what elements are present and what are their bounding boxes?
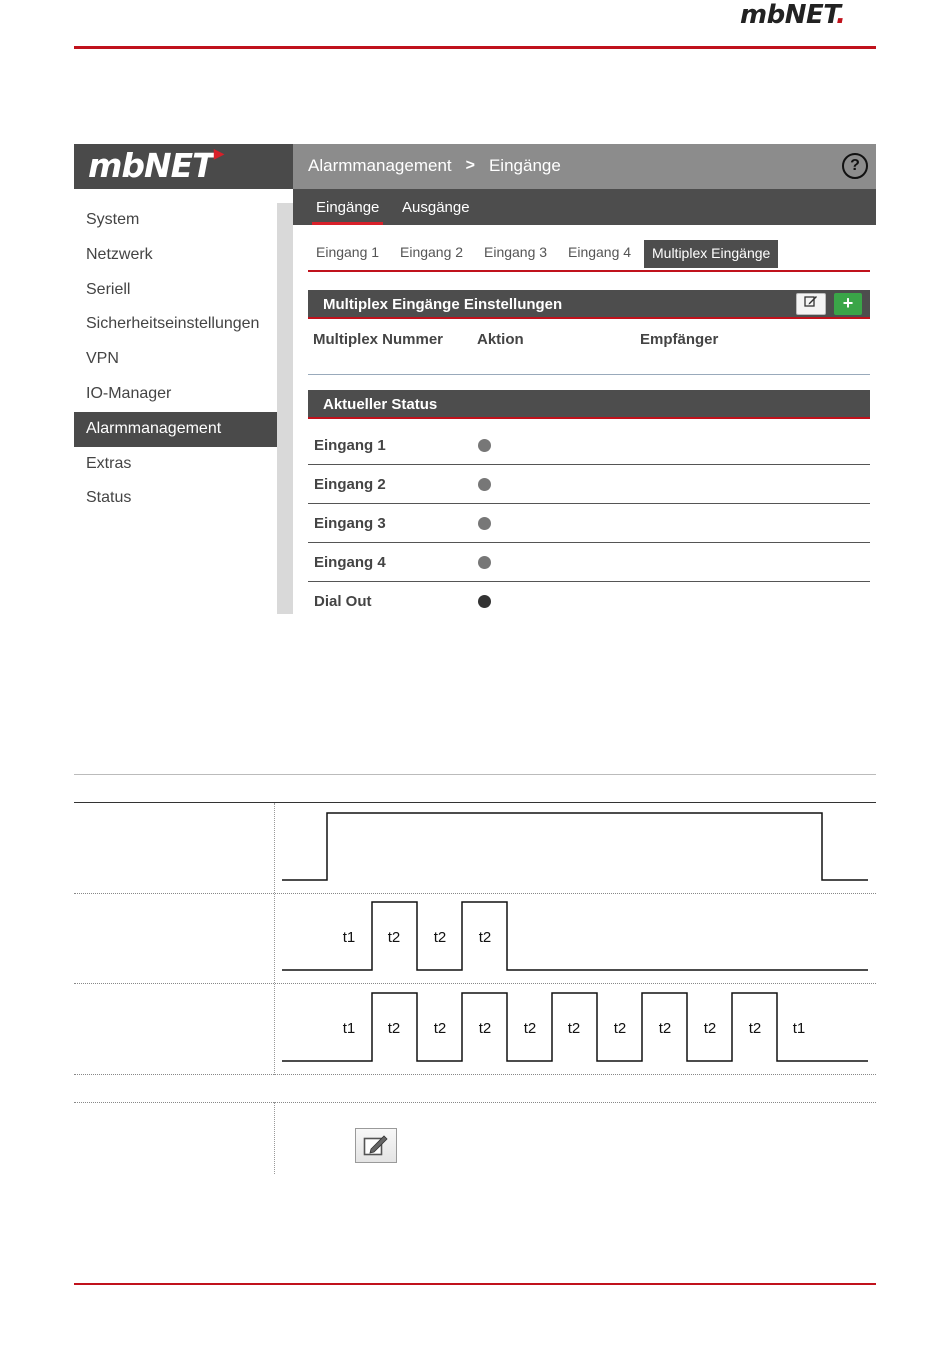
timing-label: t1 (792, 1020, 806, 1037)
timing-label: t2 (478, 929, 492, 946)
status-label: Eingang 2 (314, 476, 386, 493)
status-label: Eingang 1 (314, 437, 386, 454)
column-header-empfaenger: Empfänger (640, 331, 719, 348)
help-icon[interactable]: ? (842, 153, 868, 179)
subtab-eingang-1[interactable]: Eingang 1 (316, 244, 380, 260)
timing-label: t2 (748, 1020, 762, 1037)
table-top-border (74, 774, 876, 775)
timing-label: t2 (433, 929, 447, 946)
edit-icon (363, 1134, 389, 1158)
timing-label: t1 (342, 929, 356, 946)
table-row-divider (74, 1074, 876, 1075)
sidebar-item-seriell[interactable]: Seriell (86, 280, 131, 298)
status-row (308, 426, 870, 465)
tab-bar (293, 189, 876, 225)
section-title: Aktueller Status (323, 396, 438, 413)
multiplex-section-header (308, 290, 870, 319)
page-logo: mbNET. (740, 0, 846, 30)
status-label: Eingang 3 (314, 515, 386, 532)
sidebar-item-vpn[interactable]: VPN (86, 350, 119, 368)
subtab-eingang-2[interactable]: Eingang 2 (400, 244, 464, 260)
status-led (478, 439, 491, 452)
status-led (478, 478, 491, 491)
table-row-divider (74, 1102, 876, 1103)
status-row (308, 465, 870, 504)
sidebar-item-io-manager[interactable]: IO-Manager (86, 384, 172, 402)
status-section-header (308, 390, 870, 419)
tab-ausgaenge[interactable]: Ausgänge (402, 199, 470, 216)
subtab-multiplex[interactable]: Multiplex Eingänge (644, 240, 778, 268)
add-button[interactable]: + (834, 293, 862, 315)
sidebar (74, 203, 277, 516)
sidebar-item-extras[interactable]: Extras (86, 454, 132, 472)
edit-button-illustration (355, 1128, 397, 1163)
status-row (308, 543, 870, 582)
section-title: Multiplex Eingänge Einstellungen (323, 296, 563, 313)
status-led (478, 595, 491, 608)
sidebar-item-system[interactable]: System (86, 211, 140, 228)
sidebar-item-netzwerk[interactable]: Netzwerk (86, 245, 153, 263)
status-row (308, 504, 870, 543)
status-label: Dial Out (314, 593, 372, 610)
sidebar-item-status[interactable]: Status (86, 489, 132, 507)
status-label: Eingang 4 (314, 554, 386, 571)
timing-label: t2 (703, 1020, 717, 1037)
table-column-divider (274, 1102, 275, 1174)
edit-icon (804, 294, 818, 308)
app-logo: mbNET▶ (74, 144, 293, 189)
sidebar-item-sicherheit[interactable]: Sicherheitseinstellungen (86, 315, 260, 333)
column-header-aktion: Aktion (477, 331, 524, 348)
status-led (478, 556, 491, 569)
breadcrumb-item[interactable]: Eingänge (488, 156, 561, 175)
footer-divider (74, 1283, 876, 1285)
breadcrumb-item[interactable]: Alarmmanagement (308, 156, 452, 175)
waveform-pulse-long (276, 983, 876, 1073)
table-divider (308, 374, 870, 375)
subtab-eingang-3[interactable]: Eingang 3 (484, 244, 548, 260)
table-column-divider (274, 803, 275, 1075)
waveform-input (276, 803, 876, 893)
timing-label: t2 (387, 1020, 401, 1037)
waveform-pulse-short (276, 893, 876, 983)
timing-label: t2 (613, 1020, 627, 1037)
timing-label: t2 (567, 1020, 581, 1037)
top-bar (293, 144, 876, 189)
timing-label: t2 (478, 1020, 492, 1037)
sidebar-scrollbar[interactable] (277, 203, 293, 614)
subtab-eingang-4[interactable]: Eingang 4 (568, 244, 632, 260)
column-header-multiplex-nummer: Multiplex Nummer (313, 331, 444, 348)
timing-label: t2 (523, 1020, 537, 1037)
subtab-bar (308, 240, 870, 272)
timing-label: t2 (387, 929, 401, 946)
breadcrumb (308, 156, 561, 176)
chevron-right-icon: > (465, 157, 475, 174)
sidebar-item-alarmmanagement[interactable]: Alarmmanagement (74, 412, 277, 447)
status-led (478, 517, 491, 530)
timing-label: t2 (433, 1020, 447, 1037)
status-row (308, 582, 870, 621)
timing-label: t1 (342, 1020, 356, 1037)
tab-eingaenge[interactable]: Eingänge (316, 199, 380, 216)
edit-button[interactable] (796, 293, 826, 315)
header-divider (74, 46, 876, 49)
timing-label: t2 (658, 1020, 672, 1037)
